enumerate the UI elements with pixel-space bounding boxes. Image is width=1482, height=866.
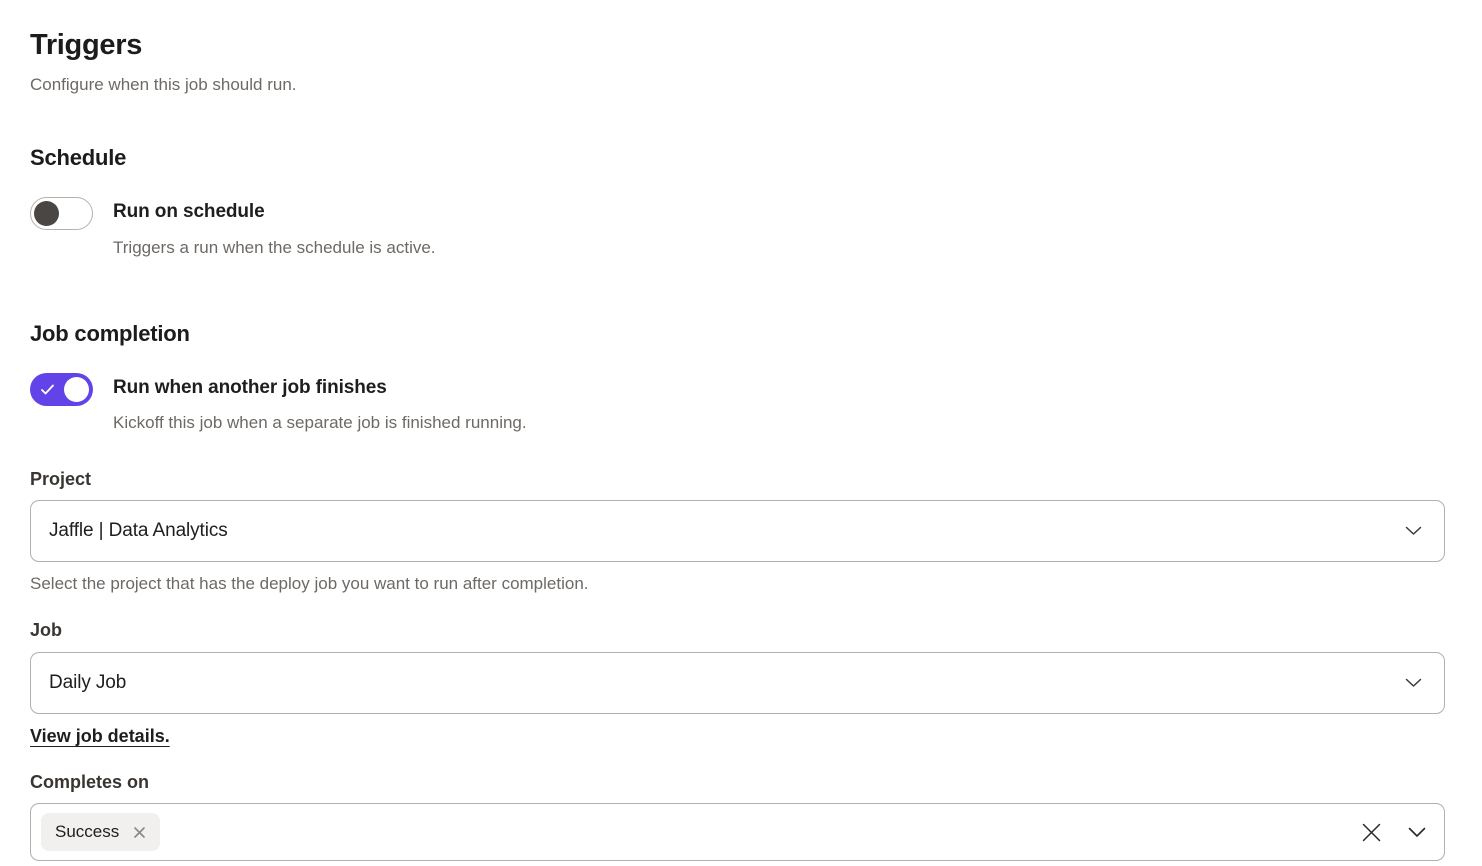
page-subtitle: Configure when this job should run. [30,74,297,94]
completes-on-tag-success [41,813,160,851]
job-select[interactable] [30,652,1445,714]
project-field-label: Project [30,468,92,489]
job-field-label: Job [30,620,63,641]
job-select-value: Daily Job [49,671,127,693]
chevron-down-icon [1405,678,1422,688]
completes-on-multiselect[interactable] [30,803,1445,861]
tag-label: Success [55,822,120,842]
schedule-section-heading: Schedule [30,144,127,170]
check-icon [39,381,56,398]
run-when-another-job-finishes-label: Run when another job finishes [113,376,387,398]
completes-on-field-label: Completes on [30,771,150,792]
job-completion-section-heading: Job completion [30,320,190,346]
project-field-helper: Select the project that has the deploy job you want to run after completion. [30,574,589,594]
run-on-schedule-description: Triggers a run when the schedule is active. [113,237,436,257]
toggle-knob [64,377,89,402]
run-on-schedule-toggle[interactable] [30,197,93,230]
remove-tag-icon[interactable] [133,826,146,839]
clear-all-icon[interactable] [1359,820,1384,845]
page-title: Triggers [30,29,143,61]
toggle-knob [34,201,59,226]
chevron-down-icon [1405,526,1422,536]
run-when-another-job-finishes-description: Kickoff this job when a separate job is finished running. [113,413,527,433]
run-on-schedule-row [30,197,1445,259]
project-select-value: Jaffle | Data Analytics [49,520,228,542]
run-on-schedule-label: Run on schedule [113,200,265,222]
chevron-down-icon[interactable] [1408,827,1426,838]
run-when-another-job-finishes-row [30,373,1445,435]
project-select[interactable] [30,500,1445,562]
view-job-details-link[interactable]: View job details. [30,725,170,746]
run-when-another-job-finishes-toggle[interactable] [30,373,93,406]
